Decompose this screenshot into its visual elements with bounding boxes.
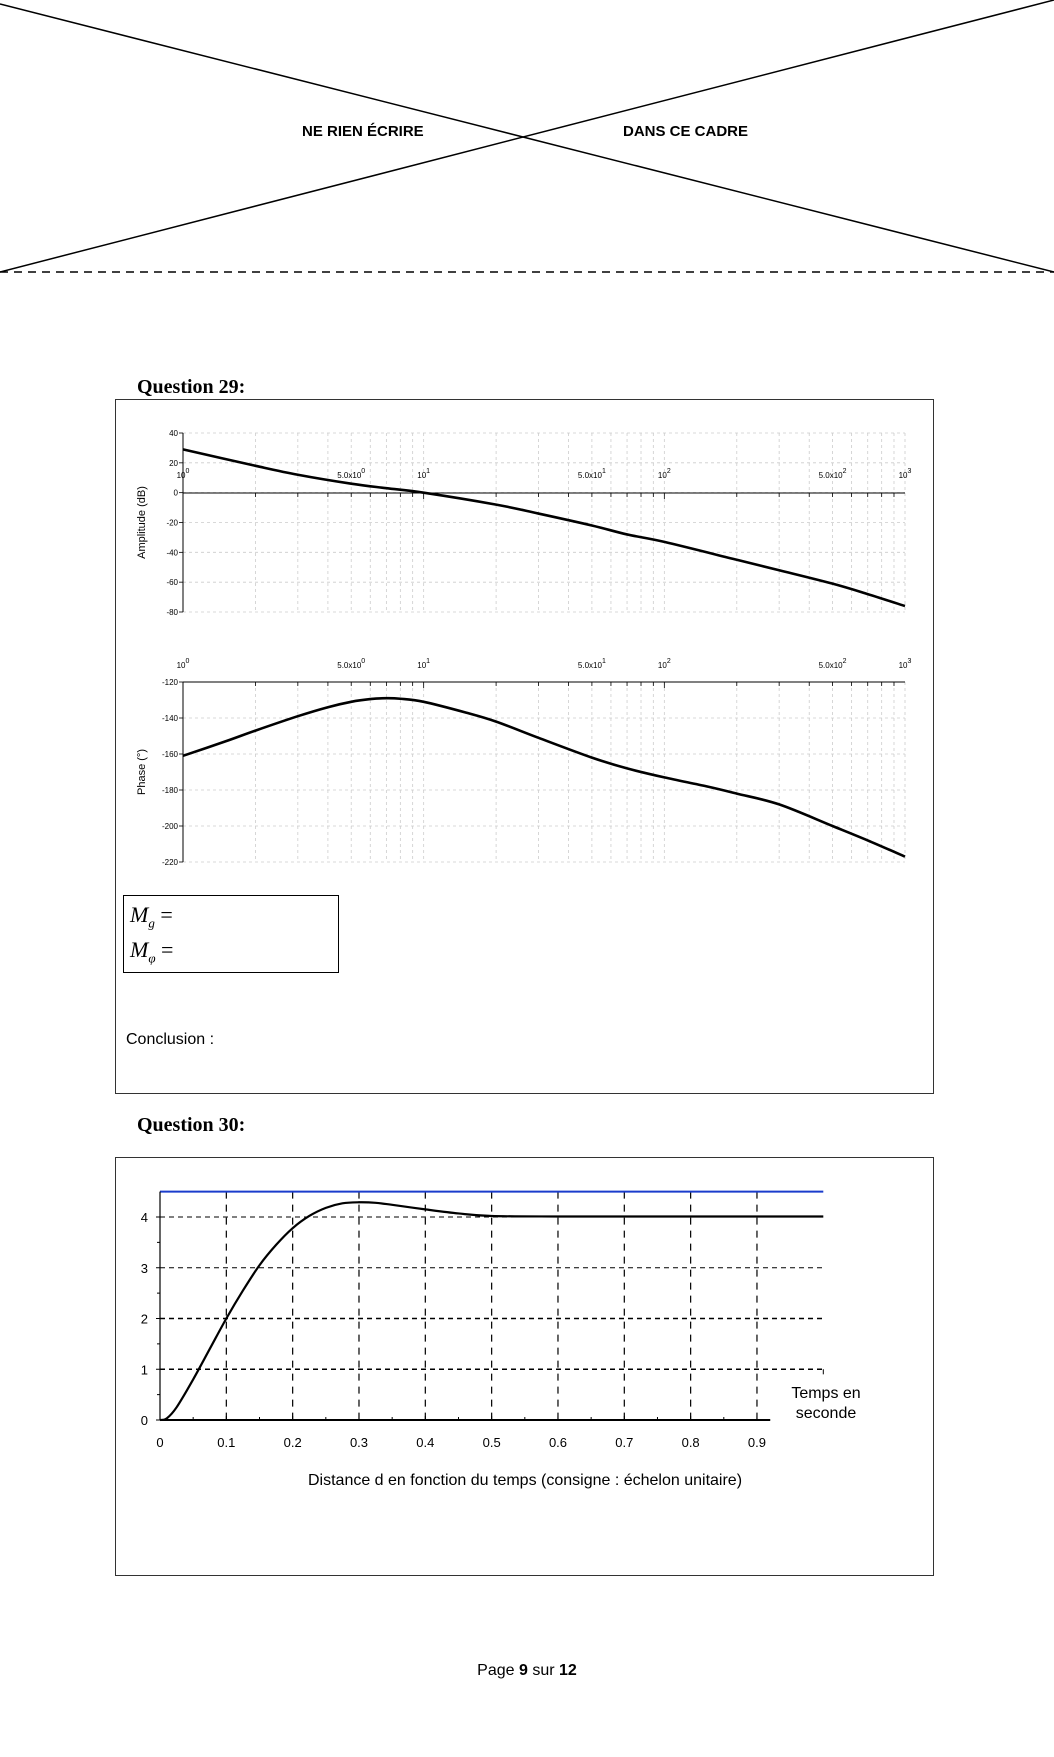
- phase-y-tick-label: -180: [161, 786, 178, 795]
- step-x-tick-label: 0.3: [349, 1435, 369, 1450]
- step-x-tick-label: 0.2: [283, 1435, 302, 1450]
- gain-margin-field[interactable]: [130, 902, 173, 931]
- step-y-tick-label: 2: [140, 1311, 148, 1327]
- phase-margin-sub: φ: [148, 950, 156, 966]
- footer-page: 9: [518, 1662, 528, 1679]
- footer-prefix: Page: [477, 1662, 519, 1679]
- no-write-text-right: DANS CE CADRE: [623, 123, 749, 140]
- phase-curve: [183, 698, 905, 856]
- amplitude-x-tick-label: 5.0x101: [577, 468, 606, 480]
- phase-x-tick-label: 102: [657, 658, 671, 670]
- footer-middle: sur: [527, 1662, 560, 1679]
- amplitude-x-tick-label: 100: [176, 468, 190, 480]
- step-x-tick-label: 0.7: [615, 1435, 634, 1450]
- step-x-tick-label: 0.5: [482, 1435, 501, 1450]
- equals-sign: =: [160, 902, 173, 927]
- amplitude-x-tick-label: 102: [657, 468, 671, 480]
- amplitude-y-tick-label: -20: [166, 518, 178, 528]
- x-unit-line2: seconde: [795, 1405, 857, 1422]
- phase-y-tick-label: -140: [161, 714, 178, 723]
- phase-x-tick-label: 103: [898, 658, 912, 670]
- phase-margin-symbol: M: [130, 937, 149, 962]
- margins-box: [123, 895, 339, 973]
- step-x-tick-label: 0.1: [217, 1435, 236, 1450]
- phase-x-tick-label: 5.0x100: [337, 658, 366, 670]
- step-x-tick-label: 0.4: [416, 1435, 435, 1450]
- chart-caption: Distance d en fonction du temps (consigne : échelon unitaire): [307, 1472, 743, 1489]
- phase-margin-field[interactable]: [130, 937, 173, 966]
- conclusion-label: Conclusion :: [126, 1031, 215, 1048]
- step-x-tick-label: 0.6: [548, 1435, 568, 1450]
- amplitude-y-tick-label: 40: [169, 429, 178, 438]
- bode-diagram: [116, 400, 931, 890]
- phase-x-tick-label: 101: [417, 658, 431, 670]
- step-x-tick-label: 0: [156, 1435, 164, 1450]
- phase-x-tick-label: 5.0x101: [577, 658, 606, 670]
- amplitude-x-tick-label: 101: [417, 468, 431, 480]
- amplitude-y-tick-label: -40: [166, 548, 178, 558]
- amplitude-y-axis-label: Amplitude (dB): [136, 486, 148, 559]
- gain-margin-symbol: M: [130, 902, 149, 927]
- step-y-tick-label: 1: [140, 1362, 148, 1378]
- step-x-tick-label: 0.8: [681, 1435, 700, 1450]
- no-write-text-left: NE RIEN ÉCRIRE: [302, 123, 424, 140]
- phase-y-tick-label: -220: [161, 858, 178, 867]
- amplitude-x-tick-label: 103: [898, 468, 912, 480]
- amplitude-y-tick-label: 0: [173, 488, 178, 498]
- step-x-tick-label: 0.9: [747, 1435, 767, 1450]
- question-30-label: Question 30:: [137, 1114, 246, 1136]
- page-footer: [0, 1662, 1054, 1680]
- x-unit-line1: Temps en: [791, 1385, 861, 1402]
- amplitude-y-tick-label: -80: [166, 608, 178, 617]
- phase-x-tick-label: 5.0x102: [818, 658, 847, 670]
- phase-y-tick-label: -120: [161, 678, 178, 687]
- x-axis-unit-label: [770, 1384, 882, 1424]
- step-y-tick-label: 3: [140, 1260, 148, 1276]
- phase-y-axis-label: Phase (°): [136, 749, 148, 795]
- amplitude-y-tick-label: -60: [166, 578, 178, 588]
- no-write-zone: [0, 0, 1054, 280]
- step-y-tick-label: 4: [140, 1210, 148, 1225]
- gain-margin-sub: g: [148, 915, 155, 931]
- phase-y-tick-label: -160: [161, 750, 178, 759]
- amplitude-x-tick-label: 5.0x100: [337, 468, 366, 480]
- amplitude-y-tick-label: 20: [169, 458, 178, 468]
- equals-sign: =: [161, 937, 174, 962]
- phase-y-tick-label: -200: [161, 822, 178, 831]
- question-29-label: Question 29:: [137, 376, 246, 398]
- phase-x-tick-label: 100: [176, 658, 190, 670]
- step-y-tick-label: 0: [140, 1413, 148, 1428]
- footer-total: 12: [559, 1662, 577, 1679]
- amplitude-x-tick-label: 5.0x102: [818, 468, 847, 480]
